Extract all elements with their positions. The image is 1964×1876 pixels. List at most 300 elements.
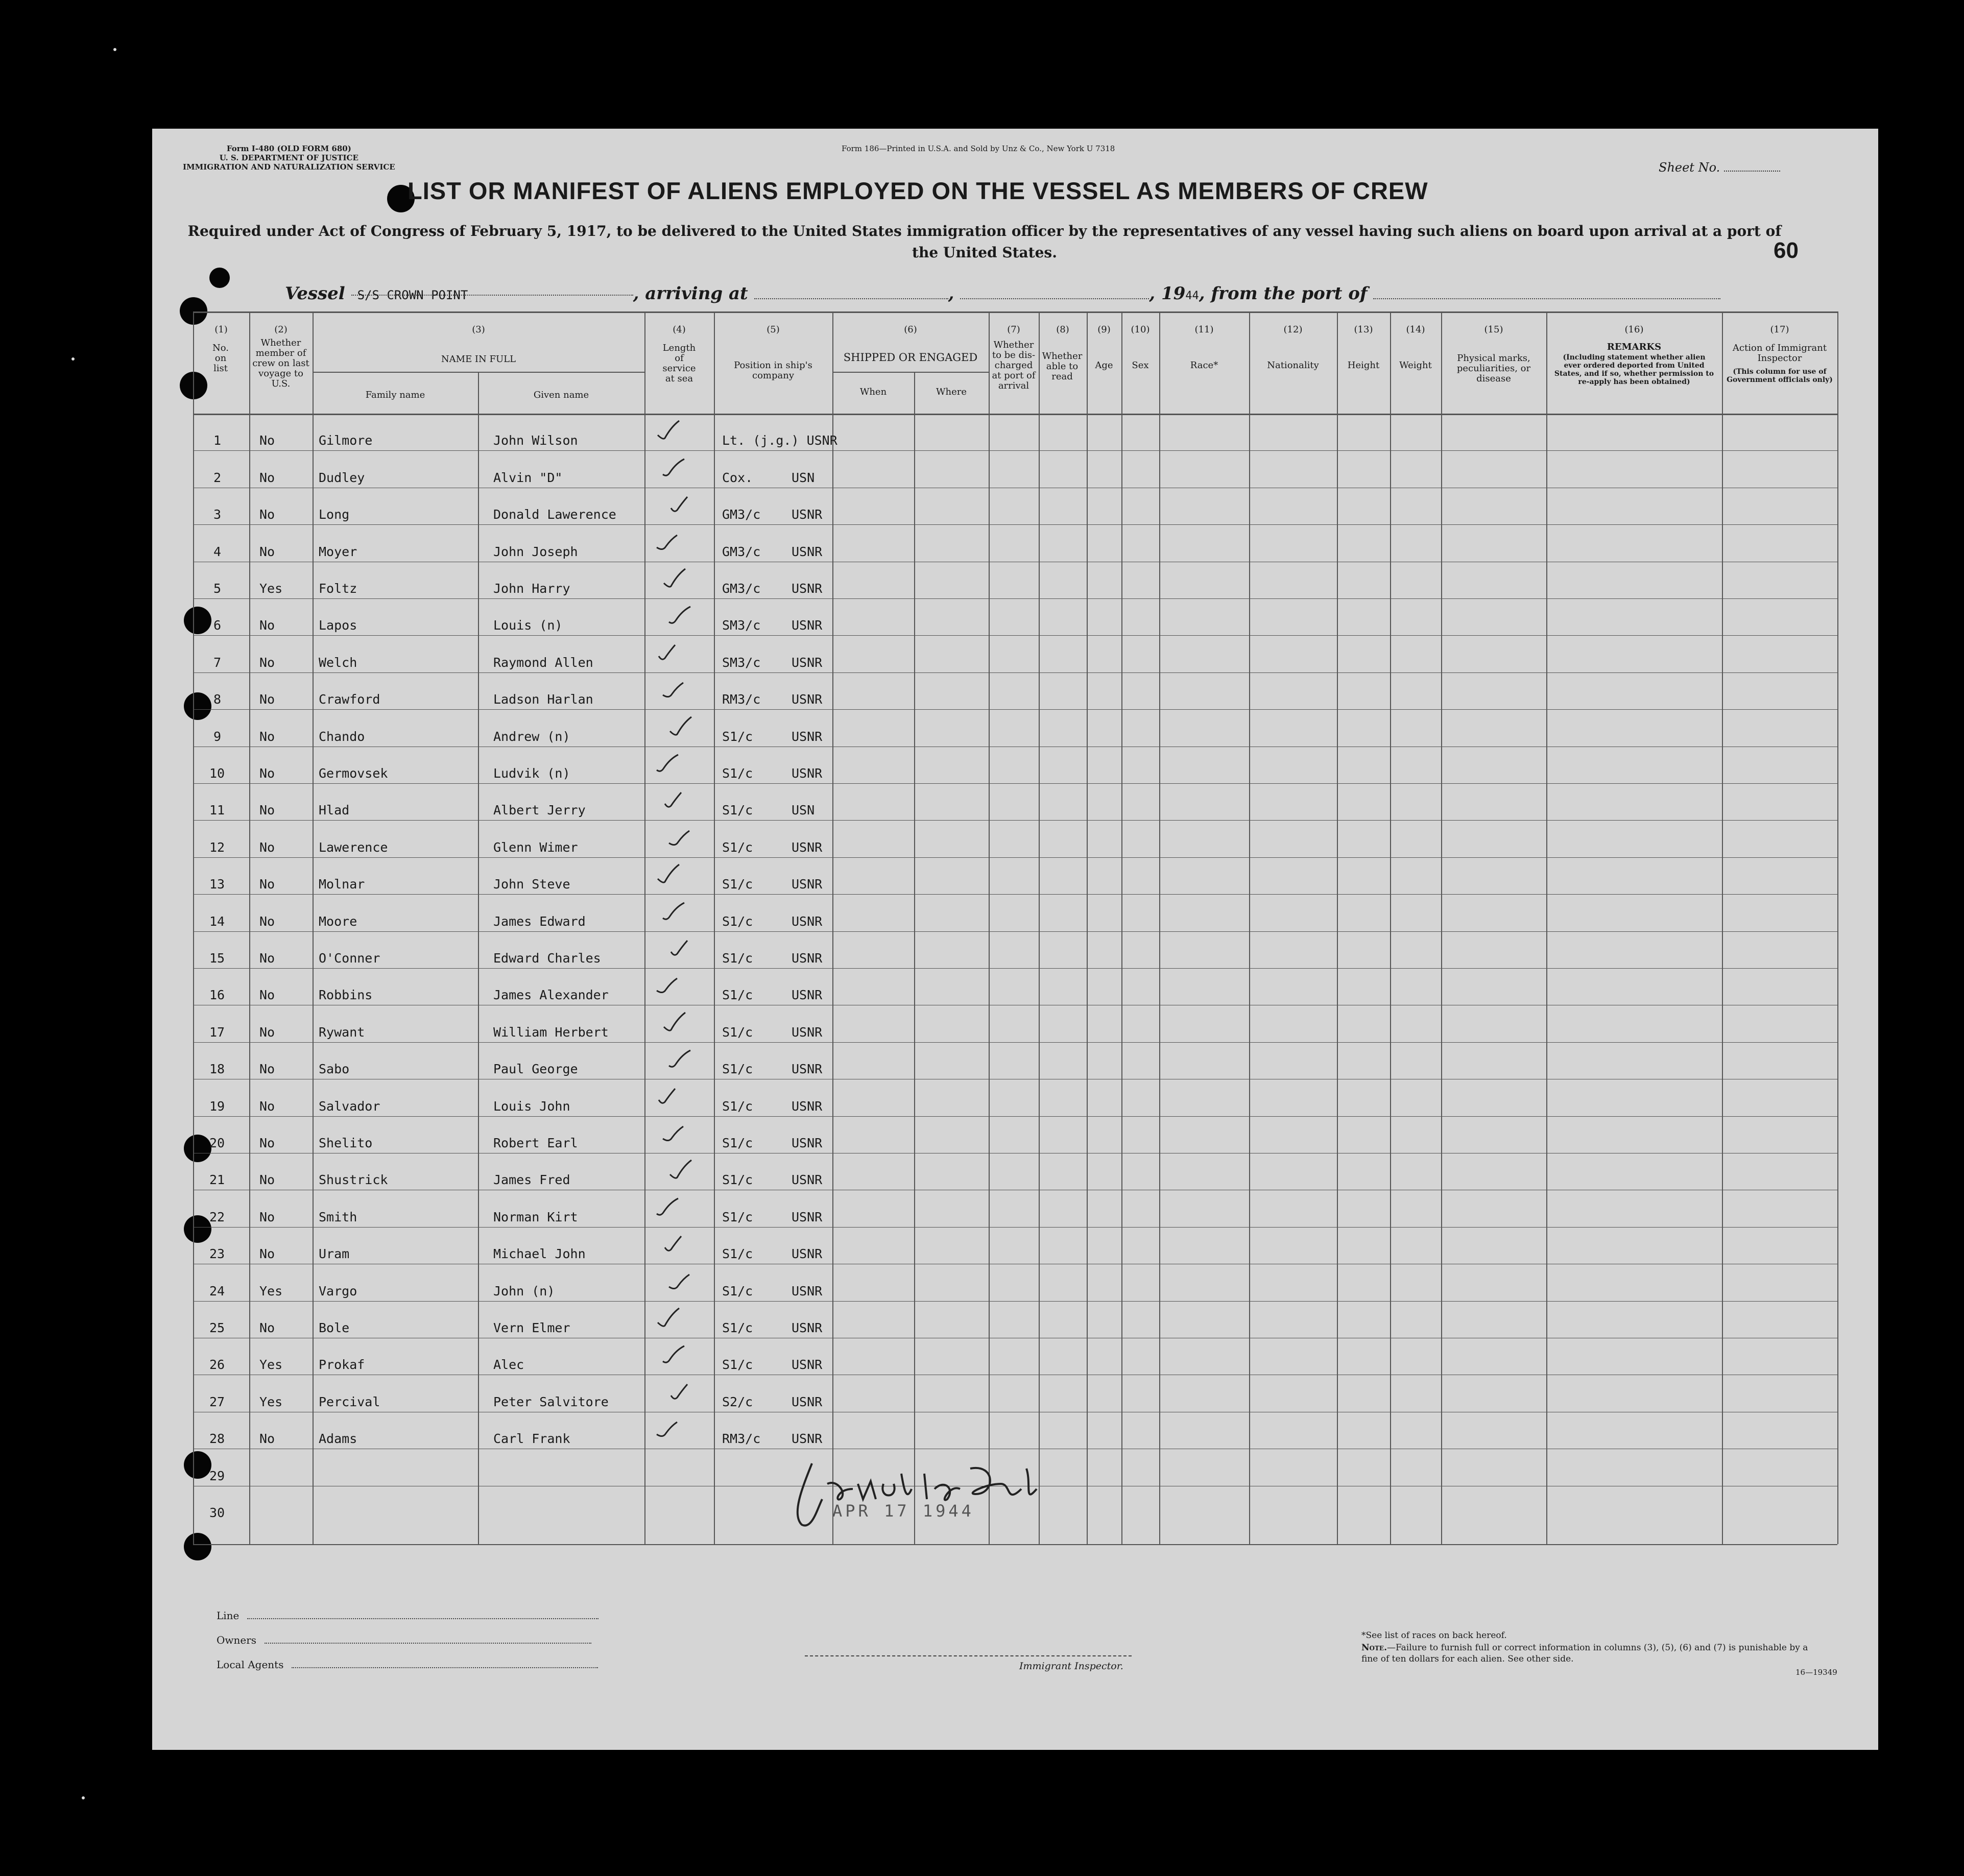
ship-position: S1/c xyxy=(722,1357,753,1373)
col5-header: Position in ship's company xyxy=(734,360,812,381)
family-name: Germovsek xyxy=(319,766,388,781)
arriving-label: , arriving at xyxy=(633,283,748,304)
service-branch: USNR xyxy=(792,1209,823,1224)
column-rule xyxy=(1337,311,1338,1544)
family-name: Hlad xyxy=(319,803,350,818)
inspector-label: Immigrant Inspector. xyxy=(1019,1661,1123,1672)
given-name: Andrew (n) xyxy=(493,729,570,744)
col10-number: (10) xyxy=(1131,324,1150,335)
row-number: 18 xyxy=(209,1062,225,1077)
row-rule xyxy=(193,635,1837,636)
family-name-header: Family name xyxy=(365,390,425,400)
col15-header: Physical marks, peculiarities, or disease xyxy=(1456,353,1531,384)
given-name: Paul George xyxy=(493,1062,578,1077)
service-branch: USNR xyxy=(792,729,823,744)
given-name: John Joseph xyxy=(493,544,578,559)
col11-number: (11) xyxy=(1194,324,1214,335)
row-number: 15 xyxy=(209,951,225,966)
col6-number: (6) xyxy=(904,324,917,335)
column-rule xyxy=(1159,311,1160,1544)
last-voyage-value: No xyxy=(259,1062,275,1077)
col16-header: REMARKS xyxy=(1607,342,1662,352)
check-mark-icon xyxy=(656,420,682,443)
col2-header: Whether member of crew on last voyage to U.S. xyxy=(252,338,309,389)
ship-position: S1/c xyxy=(722,951,753,966)
from-port-field xyxy=(1373,287,1720,299)
vessel-label: Vessel xyxy=(285,283,345,304)
given-name: Louis (n) xyxy=(493,618,563,633)
row-rule xyxy=(193,783,1837,784)
last-voyage-value: Yes xyxy=(259,1394,283,1409)
given-name: James Edward xyxy=(493,913,586,929)
given-name: Ludvik (n) xyxy=(493,766,570,781)
arriving-date-field xyxy=(960,287,1149,299)
from-port-label: , from the port of xyxy=(1199,283,1368,304)
family-name: Foltz xyxy=(319,581,357,596)
ship-position: S1/c xyxy=(722,1062,753,1077)
family-name: Long xyxy=(319,507,350,522)
check-mark-icon xyxy=(662,1233,688,1257)
department-name: U. S. DEPARTMENT OF JUSTICE xyxy=(219,153,358,162)
column-rule xyxy=(1837,311,1838,1544)
row-number: 10 xyxy=(209,766,225,781)
column-rule xyxy=(1039,311,1040,1544)
ship-position: S1/c xyxy=(722,988,753,1003)
column-rule xyxy=(1722,311,1723,1544)
family-name: Gilmore xyxy=(319,433,373,448)
check-mark-icon xyxy=(668,1270,694,1294)
family-name: Lawerence xyxy=(319,839,388,855)
service-branch: USNR xyxy=(792,1431,823,1447)
ship-position: S1/c xyxy=(722,1098,753,1114)
sheet-number xyxy=(1659,160,1780,175)
service-branch: USN xyxy=(792,803,815,818)
service-branch: USNR xyxy=(792,581,823,596)
service-branch: USNR xyxy=(792,507,823,522)
page-subtitle: Required under Act of Congress of February 5, 1917, to be delivered to the United States immigration officer by the representatives of any vessel having such aliens on board upon arrival at a port of the United States. xyxy=(187,223,1782,261)
col8-header: Whether able to read xyxy=(1042,351,1083,382)
row-number: 9 xyxy=(213,729,222,744)
column-rule xyxy=(989,311,990,1544)
col7-number: (7) xyxy=(1007,324,1020,335)
row-number: 14 xyxy=(209,913,225,929)
header-bottom-border xyxy=(193,414,1837,415)
last-voyage-value: No xyxy=(259,839,275,855)
row-number: 28 xyxy=(209,1431,225,1447)
column-rule xyxy=(644,311,645,1544)
ship-position: GM3/c xyxy=(722,544,761,559)
form-identifier xyxy=(183,144,395,172)
family-name: O'Conner xyxy=(319,951,380,966)
row-number: 27 xyxy=(209,1394,225,1409)
given-name: Donald Lawerence xyxy=(493,507,616,522)
last-voyage-value: No xyxy=(259,618,275,633)
given-name: Michael John xyxy=(493,1246,586,1262)
column-rule xyxy=(832,311,833,1544)
column-rule xyxy=(914,372,915,1544)
ship-position: S1/c xyxy=(722,766,753,781)
column-rule xyxy=(193,311,194,1544)
service-name: IMMIGRATION AND NATURALIZATION SERVICE xyxy=(183,162,395,172)
check-mark-icon xyxy=(656,531,682,555)
ship-position: RM3/c xyxy=(722,1431,761,1447)
last-voyage-value: No xyxy=(259,1431,275,1447)
print-code: 16—19349 xyxy=(1795,1668,1837,1677)
service-branch: USNR xyxy=(792,839,823,855)
last-voyage-value: No xyxy=(259,1246,275,1262)
races-note: *See list of races on back hereof. xyxy=(1361,1630,1507,1641)
family-name: Salvador xyxy=(319,1098,380,1114)
ship-position: SM3/c xyxy=(722,655,761,670)
last-voyage-value: No xyxy=(259,470,275,485)
owners-label: Owners xyxy=(217,1634,257,1646)
ship-position: S1/c xyxy=(722,1283,753,1298)
col11-header: Race* xyxy=(1190,360,1218,371)
col8-number: (8) xyxy=(1056,324,1069,335)
check-mark-icon xyxy=(662,679,688,702)
page-title: LIST OR MANIFEST OF ALIENS EMPLOYED ON THE VESSEL AS MEMBERS OF CREW xyxy=(408,177,1428,204)
row-rule xyxy=(193,709,1837,710)
check-mark-icon xyxy=(668,605,694,628)
col1-header: No. on list xyxy=(212,343,229,374)
given-name: Raymond Allen xyxy=(493,655,593,670)
family-name: Uram xyxy=(319,1246,350,1262)
row-number: 17 xyxy=(209,1024,225,1040)
given-name: Alec xyxy=(493,1357,524,1373)
family-name: Chando xyxy=(319,729,365,744)
line-label: Line xyxy=(217,1609,239,1622)
ship-position: S1/c xyxy=(722,1172,753,1188)
given-name: John Wilson xyxy=(493,433,578,448)
col10-header: Sex xyxy=(1132,360,1149,371)
row-rule xyxy=(193,820,1837,821)
ship-position: GM3/c xyxy=(722,507,761,522)
service-branch: USNR xyxy=(792,951,823,966)
owners-field xyxy=(217,1634,591,1646)
row-number: 7 xyxy=(213,655,222,670)
check-mark-icon xyxy=(656,1086,682,1109)
given-name: Ladson Harlan xyxy=(493,692,593,707)
row-number: 5 xyxy=(213,581,222,596)
service-branch: USNR xyxy=(792,1320,823,1335)
family-name: Smith xyxy=(319,1209,357,1224)
col7-header: Whether to be dis-charged at port of arrival xyxy=(992,340,1036,391)
row-number: 8 xyxy=(213,692,222,707)
given-name: Carl Frank xyxy=(493,1431,570,1447)
family-name: Dudley xyxy=(319,470,365,485)
note-label: Note. xyxy=(1361,1643,1387,1653)
family-name: Prokaf xyxy=(319,1357,365,1373)
shipped-when-header: When xyxy=(859,387,887,397)
row-number: 24 xyxy=(209,1283,225,1298)
year-prefix: , 19 xyxy=(1149,283,1186,304)
row-rule xyxy=(193,1042,1837,1043)
col17-number: (17) xyxy=(1770,324,1789,335)
printer-line: Form 186—Printed in U.S.A. and Sold by Unz & Co., New York U 7318 xyxy=(842,144,1115,153)
given-name: Glenn Wimer xyxy=(493,839,578,855)
column-rule xyxy=(1121,311,1122,1544)
local-agents-field xyxy=(217,1658,598,1671)
check-mark-icon xyxy=(656,974,682,998)
vessel-line xyxy=(285,283,1720,304)
check-mark-icon xyxy=(662,568,688,591)
given-name: William Herbert xyxy=(493,1024,609,1040)
column-rule xyxy=(249,311,250,1544)
column-rule xyxy=(1546,311,1547,1544)
row-number: 22 xyxy=(209,1209,225,1224)
row-rule xyxy=(193,1227,1837,1228)
col9-header: Age xyxy=(1095,360,1113,371)
check-mark-icon xyxy=(662,789,688,813)
check-mark-icon xyxy=(668,716,694,739)
row-rule xyxy=(193,598,1837,599)
ship-position: RM3/c xyxy=(722,692,761,707)
column-rule xyxy=(1249,311,1250,1544)
sheet-label: Sheet No. xyxy=(1659,160,1720,175)
last-voyage-value: No xyxy=(259,433,275,448)
family-name: Welch xyxy=(319,655,357,670)
last-voyage-value: No xyxy=(259,729,275,744)
given-name: Albert Jerry xyxy=(493,803,586,818)
check-mark-icon xyxy=(662,1122,688,1146)
ship-position: S1/c xyxy=(722,1136,753,1150)
service-branch: USNR xyxy=(792,1172,823,1188)
column-rule xyxy=(478,372,479,1544)
ship-position: S1/c xyxy=(722,803,753,818)
check-mark-icon xyxy=(668,494,694,517)
ship-position: GM3/c xyxy=(722,581,761,596)
row-rule xyxy=(193,450,1837,451)
last-voyage-value: No xyxy=(259,1024,275,1040)
family-name: Bole xyxy=(319,1320,350,1335)
row-rule xyxy=(193,1116,1837,1117)
family-name: Rywant xyxy=(319,1024,365,1040)
given-name: Edward Charles xyxy=(493,951,601,966)
last-voyage-value: No xyxy=(259,766,275,781)
last-voyage-value: No xyxy=(259,913,275,929)
col13-header: Height xyxy=(1347,360,1380,371)
last-voyage-value: No xyxy=(259,544,275,559)
check-mark-icon xyxy=(656,1196,682,1220)
inspector-signature-line xyxy=(805,1655,1132,1656)
check-mark-icon xyxy=(656,1307,682,1331)
column-rule xyxy=(1441,311,1442,1544)
check-mark-icon xyxy=(656,642,682,665)
service-branch: USNR xyxy=(792,1283,823,1298)
col1-number: (1) xyxy=(214,324,228,335)
last-voyage-value: No xyxy=(259,951,275,966)
manifest-sheet xyxy=(152,129,1878,1750)
col17-subheader: (This column for use of Government officials only) xyxy=(1727,368,1833,384)
service-branch: USNR xyxy=(792,1136,823,1150)
service-branch: USNR xyxy=(792,1357,823,1373)
check-mark-icon xyxy=(668,827,694,850)
row-number: 23 xyxy=(209,1246,225,1262)
check-mark-icon xyxy=(662,1344,688,1367)
given-name: James Alexander xyxy=(493,988,609,1003)
row-number: 1 xyxy=(213,433,222,448)
row-number: 21 xyxy=(209,1172,225,1188)
sheet-number-field xyxy=(1724,171,1780,172)
service-branch: USNR xyxy=(792,913,823,929)
last-voyage-value: Yes xyxy=(259,581,283,596)
col12-header: Nationality xyxy=(1267,360,1319,371)
col3-number: (3) xyxy=(472,324,485,335)
family-name: Sabo xyxy=(319,1062,350,1077)
line-field xyxy=(217,1609,598,1622)
service-branch: USNR xyxy=(792,766,823,781)
col9-number: (9) xyxy=(1097,324,1111,335)
row-rule xyxy=(193,672,1837,673)
column-rule xyxy=(313,311,314,1544)
vessel-name-field xyxy=(351,283,633,302)
row-number: 11 xyxy=(209,803,225,818)
last-voyage-value: No xyxy=(259,877,275,892)
service-branch: USNR xyxy=(792,877,823,892)
form-number: Form I-480 (OLD FORM 680) xyxy=(226,144,351,153)
vessel-name: S/S CROWN POINT xyxy=(357,288,468,302)
family-name: Moyer xyxy=(319,544,357,559)
given-name: Robert Earl xyxy=(493,1136,578,1150)
row-number: 13 xyxy=(209,877,225,892)
given-name: James Fred xyxy=(493,1172,570,1188)
row-number: 4 xyxy=(213,544,222,559)
year-suffix: 44 xyxy=(1185,290,1199,302)
shipped-subheader-rule xyxy=(832,372,989,373)
col4-number: (4) xyxy=(673,324,686,335)
col16-number: (16) xyxy=(1624,324,1644,335)
ship-position: S1/c xyxy=(722,877,753,892)
ship-position: S1/c xyxy=(722,1209,753,1224)
ship-position: S1/c xyxy=(722,729,753,744)
check-mark-icon xyxy=(668,1159,694,1183)
date-stamp: APR 17 1944 xyxy=(832,1501,974,1521)
family-name: Adams xyxy=(319,1431,357,1447)
family-name: Lapos xyxy=(319,618,357,633)
family-name: Crawford xyxy=(319,692,380,707)
col15-number: (15) xyxy=(1484,324,1503,335)
table-top-border xyxy=(193,311,1837,313)
row-number: 3 xyxy=(213,507,222,522)
check-mark-icon xyxy=(662,901,688,924)
row-number: 2 xyxy=(213,470,222,485)
check-mark-icon xyxy=(668,1048,694,1072)
row-number: 26 xyxy=(209,1357,225,1373)
row-number: 12 xyxy=(209,839,225,855)
note-text: —Failure to furnish full or correct information in columns (3), (5), (6) and (7) is punishable by a fine of ten dollars for each alien. See other side. xyxy=(1361,1643,1808,1664)
row-rule xyxy=(193,968,1837,969)
service-branch: USNR xyxy=(792,1098,823,1114)
punch-hole xyxy=(209,268,230,288)
given-name: Vern Elmer xyxy=(493,1320,570,1335)
row-number: 19 xyxy=(209,1098,225,1114)
column-rule xyxy=(714,311,715,1544)
service-branch: USNR xyxy=(792,1394,823,1409)
column-rule xyxy=(1390,311,1391,1544)
page-number: 60 xyxy=(1774,238,1799,263)
ship-position: S1/c xyxy=(722,1320,753,1335)
service-branch: USNR xyxy=(792,1062,823,1077)
table-bottom-border xyxy=(193,1544,1837,1545)
ship-position: S1/c xyxy=(722,1246,753,1262)
service-branch: USNR xyxy=(792,988,823,1003)
service-branch: USNR xyxy=(792,544,823,559)
last-voyage-value: No xyxy=(259,655,275,670)
family-name: Moore xyxy=(319,913,357,929)
row-number: 6 xyxy=(213,618,222,633)
last-voyage-value: No xyxy=(259,507,275,522)
given-name: John Harry xyxy=(493,581,570,596)
col16-subheader: (Including statement whether alien ever ordered deported from United States, and if so, whether permission to re-apply has been obtained) xyxy=(1554,353,1714,386)
ship-position: S1/c xyxy=(722,913,753,929)
last-voyage-value: Yes xyxy=(259,1357,283,1373)
last-voyage-value: No xyxy=(259,988,275,1003)
col17-header: Action of Immigrant Inspector xyxy=(1732,343,1827,364)
comma-separator: , xyxy=(948,283,954,304)
ship-position: S1/c xyxy=(722,1024,753,1040)
check-mark-icon xyxy=(656,863,682,887)
row-rule xyxy=(193,894,1837,895)
row-rule xyxy=(193,1301,1837,1302)
ship-position: Lt. (j.g.) USNR xyxy=(722,433,837,448)
service-branch: USNR xyxy=(792,655,823,670)
col14-number: (14) xyxy=(1406,324,1425,335)
signature xyxy=(781,1453,1047,1535)
service-branch: USNR xyxy=(792,1024,823,1040)
last-voyage-value: No xyxy=(259,803,275,818)
given-name: John (n) xyxy=(493,1283,555,1298)
col4-header: Length of service at sea xyxy=(662,343,696,384)
last-voyage-value: No xyxy=(259,692,275,707)
last-voyage-value: No xyxy=(259,1136,275,1150)
row-number: 20 xyxy=(209,1136,225,1150)
row-number: 29 xyxy=(209,1468,225,1483)
row-number: 30 xyxy=(209,1505,225,1520)
given-name: John Steve xyxy=(493,877,570,892)
last-voyage-value: No xyxy=(259,1098,275,1114)
check-mark-icon xyxy=(656,753,682,776)
fine-note xyxy=(1361,1642,1821,1665)
given-name: Peter Salvitore xyxy=(493,1394,609,1409)
col3-header: NAME IN FULL xyxy=(441,354,516,365)
col13-number: (13) xyxy=(1354,324,1373,335)
ship-position: S1/c xyxy=(722,839,753,855)
row-rule xyxy=(193,857,1837,858)
family-name: Robbins xyxy=(319,988,373,1003)
last-voyage-value: No xyxy=(259,1320,275,1335)
ship-position: Cox. xyxy=(722,470,753,485)
service-branch: USNR xyxy=(792,692,823,707)
check-mark-icon xyxy=(656,1418,682,1441)
last-voyage-value: No xyxy=(259,1172,275,1188)
row-number: 25 xyxy=(209,1320,225,1335)
row-number: 16 xyxy=(209,988,225,1003)
last-voyage-value: No xyxy=(259,1209,275,1224)
family-name: Percival xyxy=(319,1394,380,1409)
family-name: Molnar xyxy=(319,877,365,892)
ship-position: SM3/c xyxy=(722,618,761,633)
service-branch: USNR xyxy=(792,618,823,633)
family-name: Shustrick xyxy=(319,1172,388,1188)
row-rule xyxy=(193,931,1837,932)
col6-header: SHIPPED OR ENGAGED xyxy=(843,351,978,364)
family-name: Vargo xyxy=(319,1283,357,1298)
col14-header: Weight xyxy=(1399,360,1432,371)
given-name: Norman Kirt xyxy=(493,1209,578,1224)
shipped-where-header: Where xyxy=(936,387,967,397)
check-mark-icon xyxy=(662,1012,688,1035)
check-mark-icon xyxy=(662,457,688,480)
